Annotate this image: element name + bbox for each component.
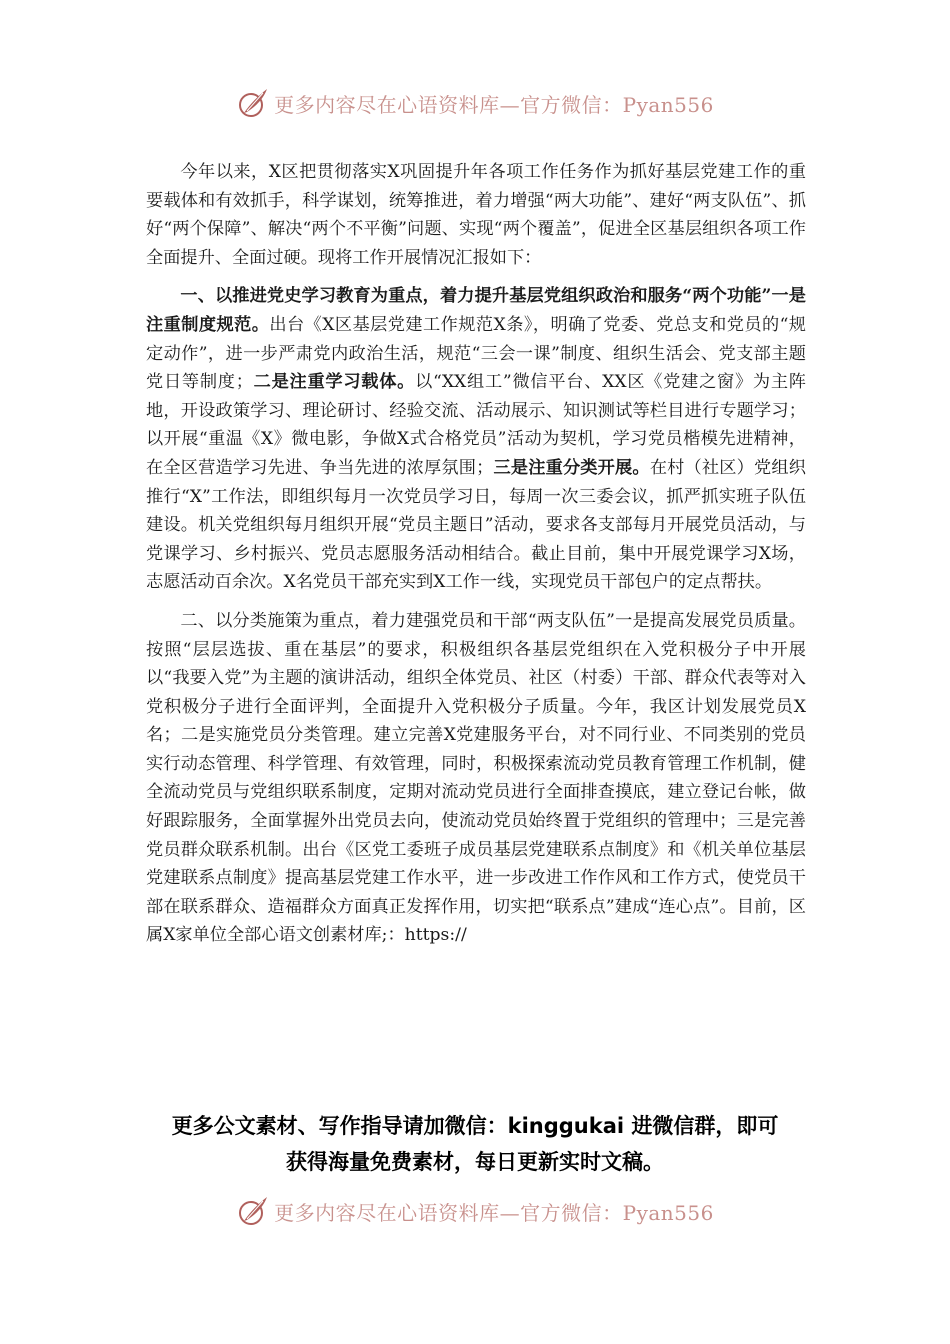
watermark-text: 更多内容尽在心语资料库—官方微信：Pyan556 [274,1200,714,1225]
footer-line-1: 更多公文素材、写作指导请加微信：kinggukai 进微信群，即可 [171,1114,779,1138]
footer-line-2: 获得海量免费素材，每日更新实时文稿。 [286,1150,664,1174]
section-1-text-2: 以“XX组工”微信平台、XX区《党建之窗》为主阵地，开设政策学习、理论研讨、经验交流、活动展示、知识测试等栏目进行专题学习；以开展“重温《X》微电影，争做X式合格党员”活动为契机，学习党员楷模先进精神，在全区营造学习先进、争当先进的浓厚氛围； [146,372,806,478]
section-1-text-3: 在村（社区）党组织推行“X”工作法，即组织每月一次党员学习日，每周一次三委会议，抓严抓实班子队伍建设。机关党组织每月组织开展“党员主题日”活动，要求各支部每月开展党员活动，与党课学习、乡村振兴、党员志愿服务活动相结合。截止目前，集中开展党课学习X场，志愿活动百余次。X名党员干部充实到X工作一线，实现党员干部包户的定点帮扶。 [146,457,806,593]
section-1-bold-2: 二是注重学习载体。 [252,372,416,393]
quill-logo-icon [236,86,270,120]
section-1-heading: 一、以推进党史学习教育为重点，着力提升基层党组织政治和服务“两个功能”一是注重制度规范。 [146,286,806,335]
footer-advertisement [120,1108,830,1180]
watermark-footer [0,1191,950,1231]
watermark-header [0,83,950,123]
quill-logo-icon [236,1194,270,1228]
watermark-text: 更多内容尽在心语资料库—官方微信：Pyan556 [274,92,714,117]
document-body [146,158,806,950]
section-1-bold-3: 三是注重分类开展。 [493,457,650,478]
paragraph-section-2: 二、以分类施策为重点，着力建强党员和干部“两支队伍”一是提高发展党员质量。按照“层层选拔、重在基层”的要求，积极组织各基层党组织在入党积极分子中开展以“我要入党”为主题的演讲活动，组织全体党员、社区（村委）干部、群众代表等对入党积极分子进行全面评判，全面提升入党积极分子质量。今年，我区计划发展党员X名；二是实施党员分类管理。建立完善X党建服务平台，对不同行业、不同类别的党员实行动态管理、科学管理、有效管理，同时，积极探索流动党员教育管理工作机制，健全流动党员与党组织联系制度，定期对流动党员进行全面排查摸底，建立登记台帐，做好跟踪服务，全面掌握外出党员去向，使流动党员始终置于党组织的管理中；三是完善党员群众联系机制。出台《区党工委班子成员基层党建联系点制度》和《机关单位基层党建联系点制度》提高基层党建工作水平，进一步改进工作作风和工作方式，使党员干部在联系群众、造福群众方面真正发挥作用，切实把“联系点”建成“连心点”。目前，区属X家单位全部心语文创素材库;：https:// [146,610,806,946]
paragraph-section-1 [146,282,806,597]
paragraph-intro: 今年以来，X区把贯彻落实X巩固提升年各项工作任务作为抓好基层党建工作的重要载体和有效抓手，科学谋划，统筹推进，着力增强“两大功能”、建好“两支队伍”、抓好“两个保障”、解决“两个不平衡”问题、实现“两个覆盖”，促进全区基层组织各项工作全面提升、全面过硬。现将工作开展情况汇报如下： [146,162,806,268]
section-1-text-1: 出台《X区基层党建工作规范X条》，明确了党委、党总支和党员的“规定动作”，进一步严肃党内政治生活，规范“三会一课”制度、组织生活会、党支部主题党日等制度； [146,314,806,393]
